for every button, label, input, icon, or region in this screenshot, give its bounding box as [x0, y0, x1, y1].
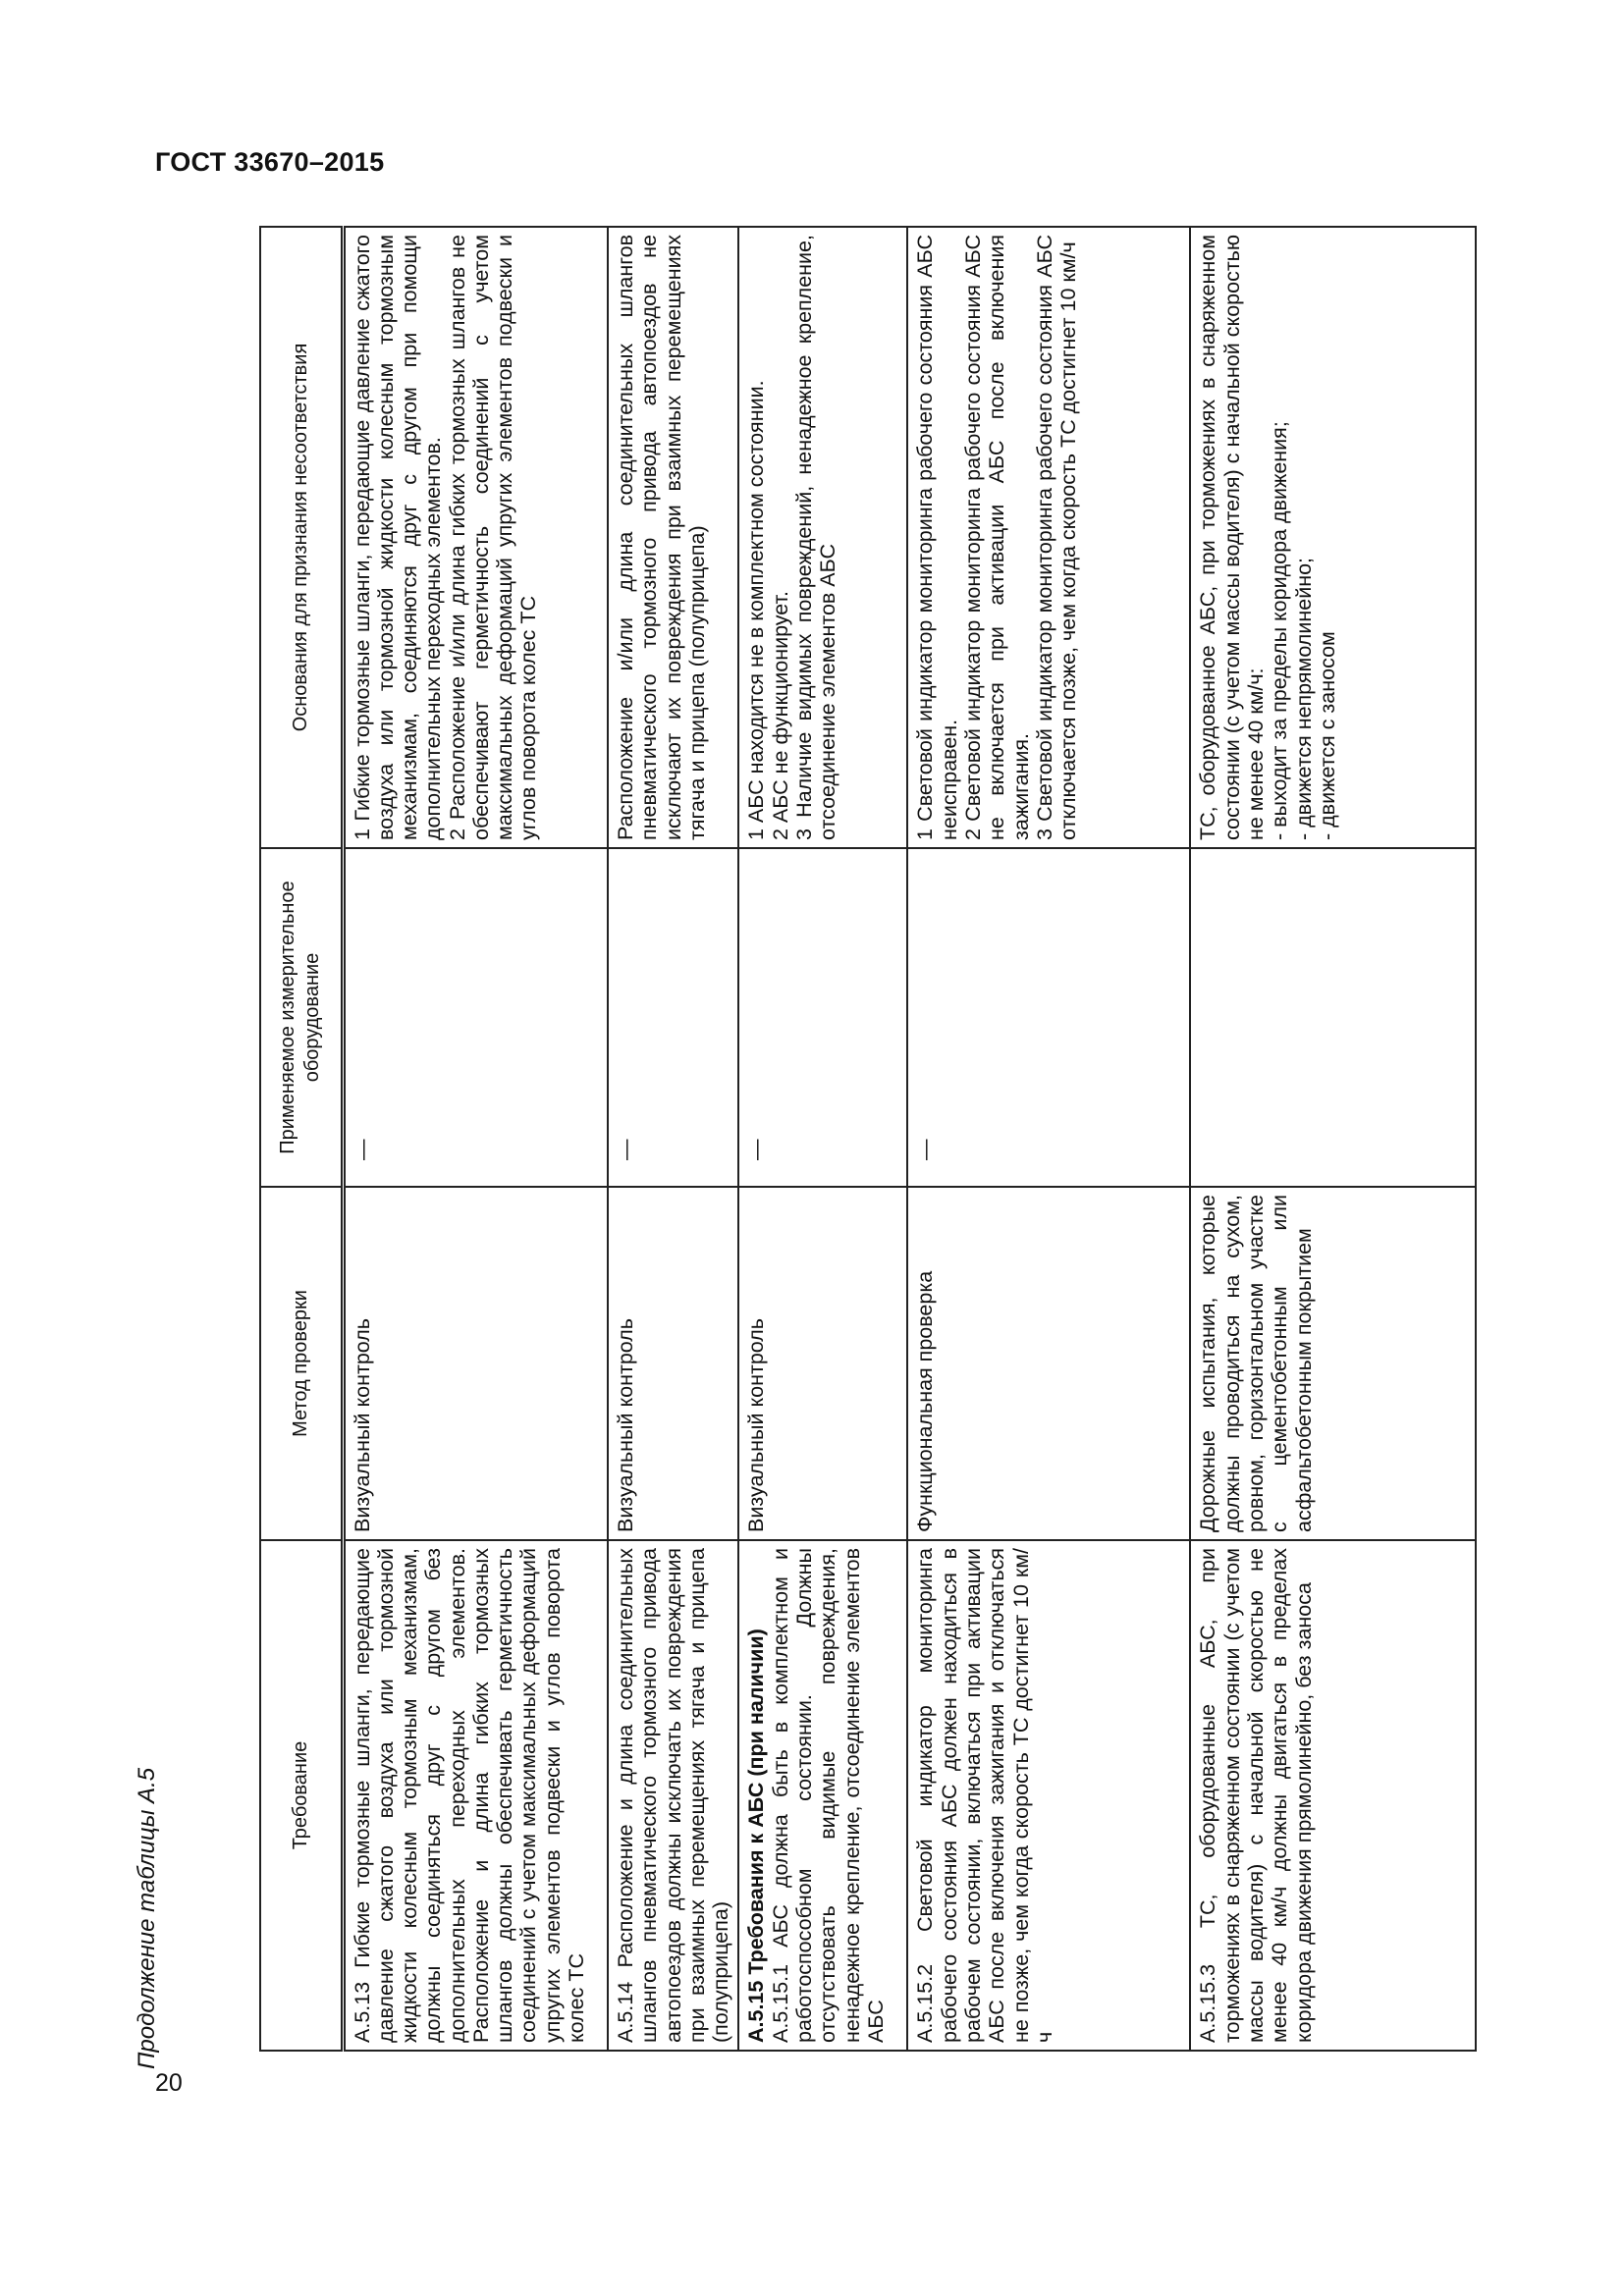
grounds-cell [343, 227, 608, 848]
column-header-method: Метод проверки [260, 1187, 343, 1540]
grounds-item: 1 АБС находится не в комплектном состоянии. [744, 380, 769, 840]
document-header: ГОСТ 33670–2015 [155, 147, 385, 177]
grounds-item: ТС, оборудованное АБС, при торможениях в снаряженном состоянии (с учетом массы водителя) с начальной скоростью не менее 40 км/ч: [1196, 235, 1268, 840]
grounds-item: 2 Световой индикатор мониторинга рабочего состояния АБС не включается при активации АБС после включения зажигания. [960, 235, 1033, 840]
table-row [343, 227, 608, 2051]
equipment-cell [1190, 848, 1476, 1187]
requirements-table [259, 226, 1477, 2052]
grounds-item: 2 АБС не функционирует. [768, 591, 792, 840]
grounds-item: - движется непрямолинейно; [1291, 557, 1316, 840]
grounds-cell [738, 227, 907, 848]
grounds-cell [608, 227, 738, 848]
column-header-requirement: Требование [260, 1540, 343, 2051]
requirement-cell: А.5.14 Расположение и длина соединительных шлангов пневматического тормозного привода автопоездов должны исключать их повреждения при взаимных перемещениях тягача и прицепа (полуприцепа) [608, 1540, 738, 2051]
grounds-item: 3 Наличие видимых повреждений, ненадежное крепление, отсоединение элементов АБС [791, 235, 840, 840]
method-cell: Визуальный контроль [738, 1187, 907, 1540]
grounds-item: 3 Световой индикатор мониторинга рабочего состояния АБС отключается позже, чем когда скорость ТС достигнет 10 км/ч [1032, 235, 1081, 840]
page-number: 20 [155, 2069, 183, 2097]
grounds-item: - выходит за пределы коридора движения; [1268, 421, 1292, 840]
grounds-item: 1 Гибкие тормозные шланги, передающие давление сжатого воздуха или тормозной жидкости колесным тормозным механизмам, соединяются друг с другом при помощи дополнительных переходных элементов. [350, 235, 446, 840]
equipment-cell: — [343, 848, 608, 1187]
table-row [907, 227, 1190, 2051]
section-heading: А.5.15 Требования к АБС (при наличии) [744, 1629, 769, 2043]
grounds-item: 2 Расположение и/или длина гибких тормозных шлангов не обеспечивают герметичность соединений с учетом максимальных деформаций упругих элементов подвески и углов поворота колес ТС [445, 235, 541, 840]
grounds-item: 1 Световой индикатор мониторинга рабочего состояния АБС неисправен. [913, 235, 961, 840]
table-row [608, 227, 738, 2051]
requirement-cell: А.5.15.3 ТС, оборудованные АБС, при торможениях в снаряженном состоянии (с учетом массы водителя) с начальной скоростью не менее 40 км/ч должны двигаться в пределах коридора движения прямолинейно, без заноса [1190, 1540, 1476, 2051]
grounds-item: Расположение и/или длина соединительных шлангов пневматического тормозного привода автопоездов не исключают их повреждения при взаимных перемещениях тягача и прицепа (полуприцепа) [614, 235, 709, 840]
method-cell: Визуальный контроль [343, 1187, 608, 1540]
table-row [738, 227, 907, 2051]
grounds-cell [907, 227, 1190, 848]
equipment-cell: — [907, 848, 1190, 1187]
requirement-cell: А.5.13 Гибкие тормозные шланги, передающие давление сжатого воздуха или тормозной жидкости колесным тормозным механизмам, должны соединяться друг с другом без дополнительных переходных элементов. Расположение и длина гибких тормозных шлангов должны обеспечивать герметичность соединений с учетом максимальных деформаций упругих элементов подвески и углов поворота колес ТС [343, 1540, 608, 2051]
table-row [1190, 227, 1476, 2051]
requirement-cell [738, 1540, 907, 2051]
equipment-cell: — [608, 848, 738, 1187]
method-cell: Функциональная проверка [907, 1187, 1190, 1540]
rotated-table-container [259, 228, 1477, 2052]
method-cell: Дорожные испытания, которые должны проводиться на сухом, ровном, горизонтальном участке с цементобетонным или асфальтобетонным покрытием [1190, 1187, 1476, 1540]
column-header-equipment: Применяемое измерительное оборудование [260, 848, 343, 1187]
equipment-cell: — [738, 848, 907, 1187]
column-header-grounds: Основания для признания несоответствия [260, 227, 343, 848]
requirement-cell: А.5.15.2 Световой индикатор мониторинга рабочего состояния АБС должен находиться в рабочем состоянии, включаться при активации АБС после включения зажигания и отключаться не позже, чем когда скорость ТС достигнет 10 км/ч [907, 1540, 1190, 2051]
grounds-cell [1190, 227, 1476, 848]
table-caption: Продолжение таблицы А.5 [134, 1767, 160, 2069]
requirement-text: А.5.15.1 АБС должна быть в комплектном и работоспособном состоянии. Должны отсутствовать видимые повреждения, ненадежное крепление, отсоединение элементов АБС [768, 1548, 888, 2043]
method-cell: Визуальный контроль [608, 1187, 738, 1540]
table-header-row [260, 227, 343, 2051]
grounds-item: - движется с заносом [1315, 631, 1339, 840]
